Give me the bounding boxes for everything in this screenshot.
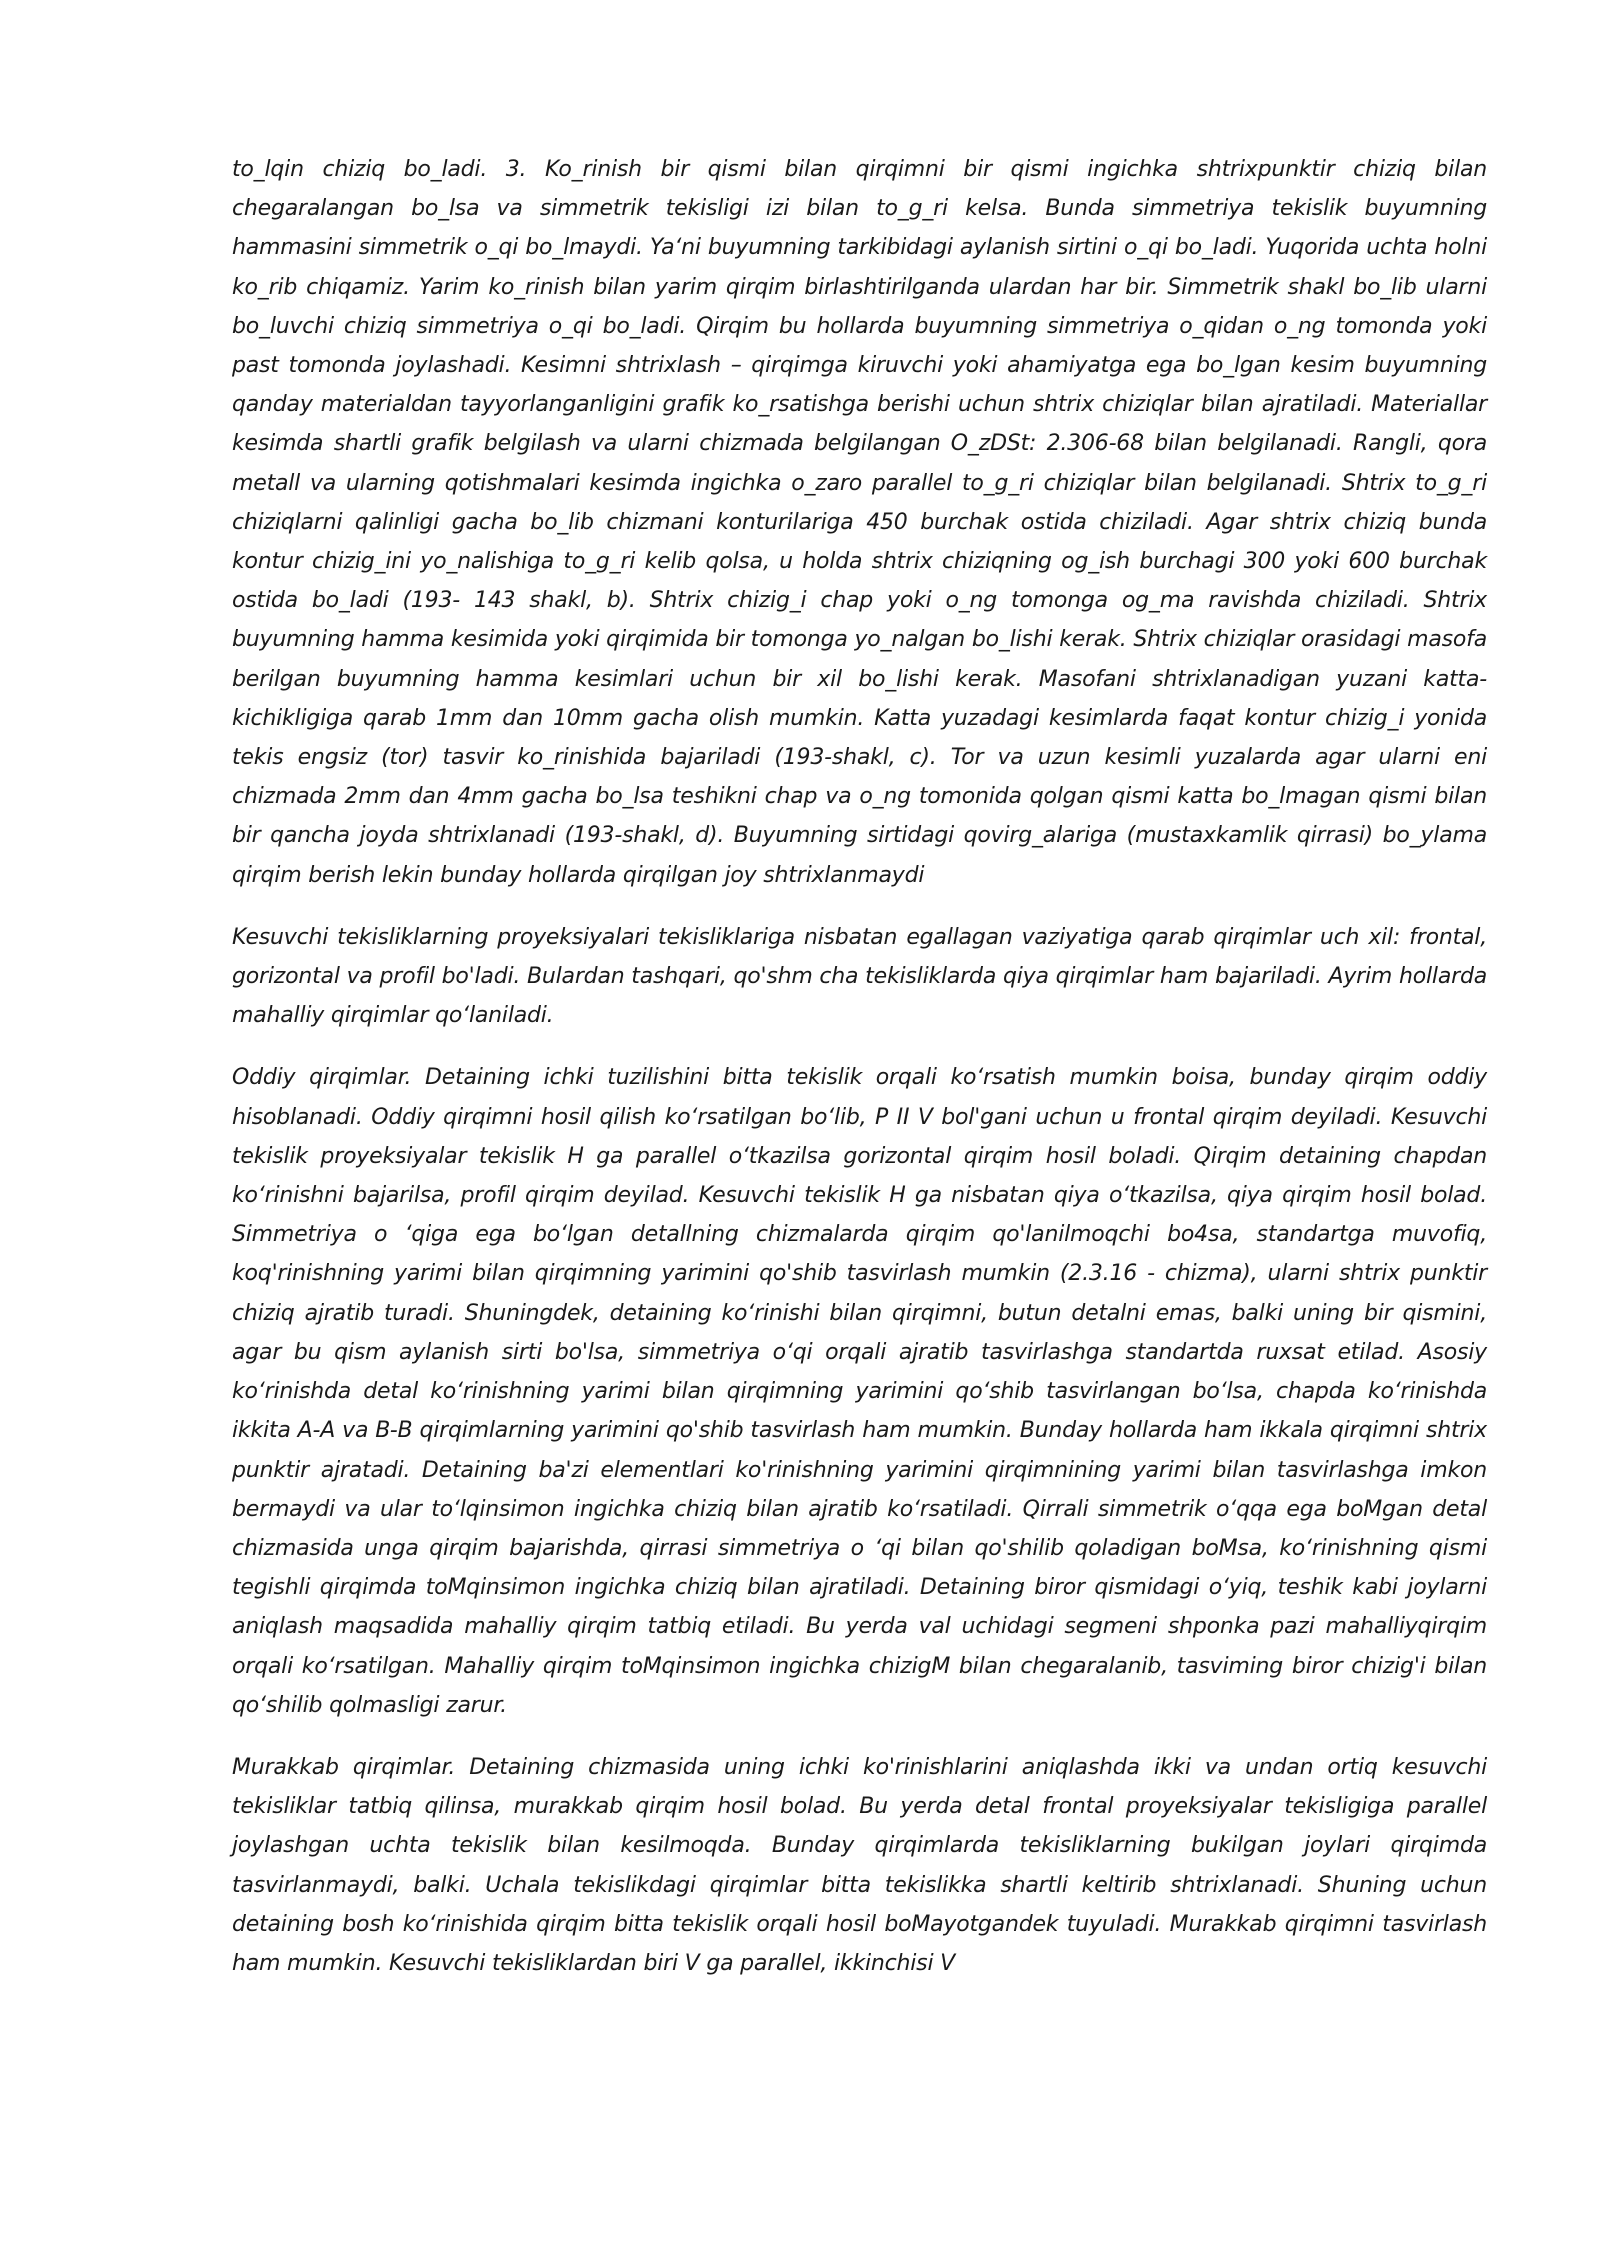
- paragraph-shtrixlash: to_lqin chiziq bo_ladi. 3. Ko_rinish bir qismi bilan qirqimni bir qismi ingichka shtrixpunktir chiziq bilan chegaralangan bo_lsa va simmetrik tekisligi izi bilan to_g_ri kelsa. Bunda simmetriya tekislik buyumning hammasini simmetrik o_qi bo_lmaydi. Ya‘ni buyumning tarkibidagi aylanish sirtini o_qi bo_ladi. Yuqorida uchta holni ko_rib chiqamiz. Yarim ko_rinish bilan yarim qirqim birlashtirilganda ulardan har bir. Simmetrik shakl bo_lib ularni bo_luvchi chiziq simmetriya o_qi bo_ladi. Qirqim bu hollarda buyumning simmetriya o_qidan o_ng tomonda yoki past tomonda joylashadi. Kesimni shtrixlash – qirqimga kiruvchi yoki ahamiyatga ega bo_lgan kesim buyumning qanday materialdan tayyorlanganligini grafik ko_rsatishga berishi uchun shtrix chiziqlar bilan ajratiladi. Materiallar kesimda shartli grafik belgilash va ularni chizmada belgilangan O_zDSt: 2.306-68 bilan belgilanadi. Rangli, qora metall va ularning qotishmalari kesimda ingichka o_zaro parallel to_g_ri chiziqlar bilan belgilanadi. Shtrix to_g_ri chiziqlarni qalinligi gacha bo_lib chizmani konturilariga 450 burchak ostida chiziladi. Agar shtrix chiziq bunda kontur chizig_ini yo_nalishiga to_g_ri kelib qolsa, u holda shtrix chiziqning og_ish burchagi 300 yoki 600 burchak ostida bo_ladi (193- 143 shakl, b). Shtrix chizig_i chap yoki o_ng tomonga og_ma ravishda chiziladi. Shtrix buyumning hamma kesimida yoki qirqimida bir tomonga yo_nalgan bo_lishi kerak. Shtrix chiziqlar orasidagi masofa berilgan buyumning hamma kesimlari uchun bir xil bo_lishi kerak. Masofani shtrixlanadigan yuzani katta-kichikligiga qarab 1mm dan 10mm gacha olish mumkin. Katta yuzadagi kesimlarda faqat kontur chizig_i yonida tekis engsiz (tor) tasvir ko_rinishida bajariladi (193-shakl, c). Tor va uzun kesimli yuzalarda agar ularni eni chizmada 2mm dan 4mm gacha bo_lsa teshikni chap va o_ng tomonida qolgan qismi katta bo_lmagan qismi bilan bir qancha joyda shtrixlanadi (193-shakl, d). Buyumning sirtidagi qovirg_alariga (mustaxkamlik qirrasi) bo_ylama qirqim berish lekin bunday hollarda qirqilgan joy shtrixlanmaydi: [232, 157, 1487, 888]
- paragraph-oddiy-qirqimlar: Oddiy qirqimlar. Detaining ichki tuzilishini bitta tekislik orqali ko‘rsatish mumkin boisa, bunday qirqim oddiy hisoblanadi. Oddiy qirqimni hosil qilish ko‘rsatilgan bo‘lib, P II V bol'gani uchun u frontal qirqim deyiladi. Kesuvchi tekislik proyeksiyalar tekislik H ga parallel o‘tkazilsa gorizontal qirqim hosil boladi. Qirqim detaining chapdan ko‘rinishni bajarilsa, profil qirqim deyilad. Kesuvchi tekislik H ga nisbatan qiya o‘tkazilsa, qiya qirqim hosil bolad. Simmetriya o ‘qiga ega bo‘lgan detallning chizmalarda qirqim qo'lanilmoqchi bo4sa, standartga muvofiq, koq'rinishning yarimi bilan qirqimning yarimini qo'shib tasvirlash mumkin (2.3.16 - chizma), ularni shtrix punktir chiziq ajratib turadi. Shuningdek, detaining ko‘rinishi bilan qirqimni, butun detalni emas, balki uning bir qismini, agar bu qism aylanish sirti bo'lsa, simmetriya o‘qi orqali ajratib tasvirlashga standartda ruxsat etilad. Asosiy ko‘rinishda detal ko‘rinishning yarimi bilan qirqimning yarimini qo‘shib tasvirlangan bo‘lsa, chapda ko‘rinishda ikkita A-A va B-B qirqimlarning yarimini qo'shib tasvirlash ham mumkin. Bunday hollarda ham ikkala qirqimni shtrix punktir ajratadi. Detaining ba'zi elementlari ko'rinishning yarimini qirqimnining yarimi bilan tasvirlashga imkon bermaydi va ular to‘lqinsimon ingichka chiziq bilan ajratib ko‘rsatiladi. Qirrali simmetrik o‘qqa ega boMgan detal chizmasida unga qirqim bajarishda, qirrasi simmetriya o ‘qi bilan qo'shilib qoladigan boMsa, ko‘rinishning qismi tegishli qirqimda toMqinsimon ingichka chiziq bilan ajratiladi. Detaining biror qismidagi o‘yiq, teshik kabi joylarni aniqlash maqsadida mahalliy qirqim tatbiq etiladi. Bu yerda val uchidagi segmeni shponka pazi mahalliyqirqim orqali ko‘rsatilgan. Mahalliy qirqim toMqinsimon ingichka chizigM bilan chegaralanib, tasviming biror chizig'i bilan qo‘shilib qolmasligi zarur.: [232, 1065, 1487, 1718]
- document-body: [232, 150, 1487, 2006]
- paragraph-murakkab-qirqimlar: Murakkab qirqimlar. Detaining chizmasida uning ichki ko'rinishlarini aniqlashda ikki va undan ortiq kesuvchi tekisliklar tatbiq qilinsa, murakkab qirqim hosil bolad. Bu yerda detal frontal proyeksiyalar tekisligiga parallel joylashgan uchta tekislik bilan kesilmoqda. Bunday qirqimlarda tekisliklarning bukilgan joylari qirqimda tasvirlanmaydi, balki. Uchala tekislikdagi qirqimlar bitta tekislikka shartli keltirib shtrixlanadi. Shuning uchun detaining bosh ko‘rinishida qirqim bitta tekislik orqali hosil boMayotgandek tuyuladi. Murakkab qirqimni tasvirlash ham mumkin. Kesuvchi tekisliklardan biri V ga parallel, ikkinchisi V: [232, 1754, 1487, 1976]
- paragraph-qirqim-turlari: Kesuvchi tekisliklarning proyeksiyalari tekisliklariga nisbatan egallagan vaziyatiga qarab qirqimlar uch xil: frontal, gorizontal va profil bo'ladi. Bulardan tashqari, qo'shm cha tekisliklarda qiya qirqimlar ham bajariladi. Ayrim hollarda mahalliy qirqimlar qo‘laniladi.: [232, 924, 1487, 1029]
